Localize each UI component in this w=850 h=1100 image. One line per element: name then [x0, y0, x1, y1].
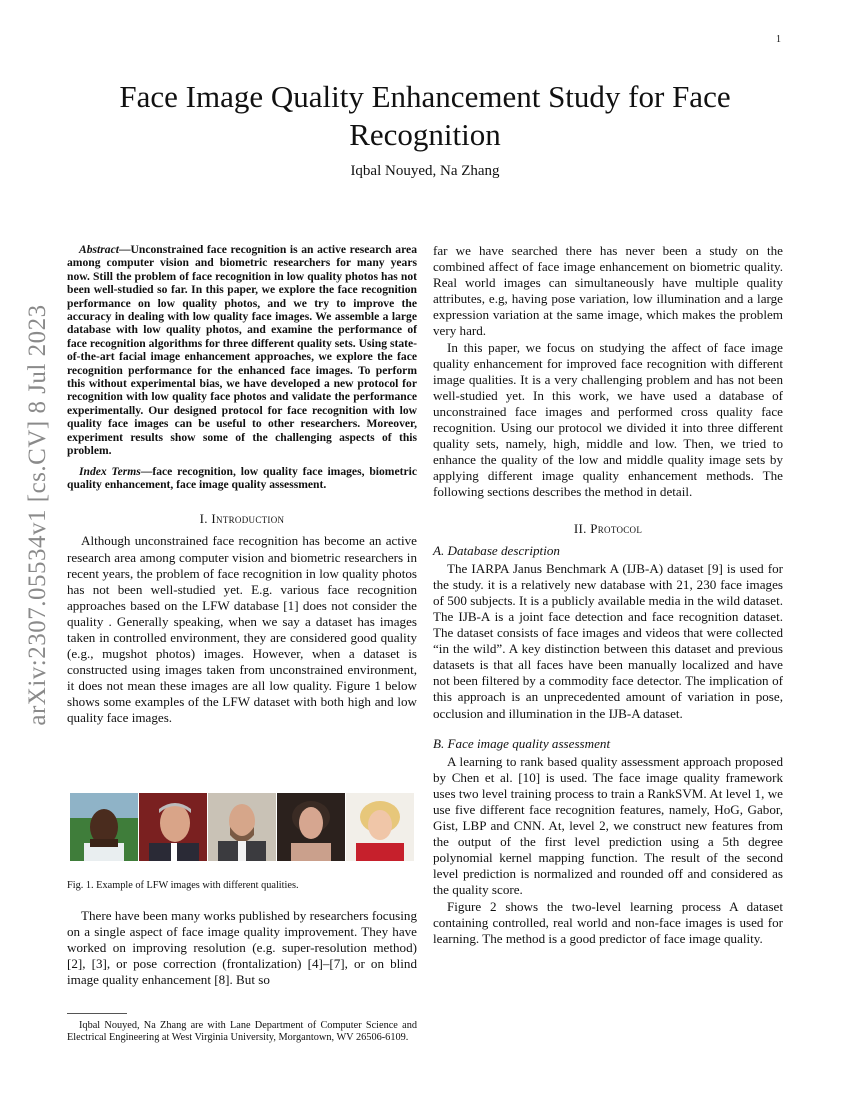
figure-1-caption: Fig. 1. Example of LFW images with different qualities. [67, 880, 299, 891]
intro-paragraph-1: Although unconstrained face recognition has become an active research area among computer vision and biometric researchers in recent years, the problem of face recognition in low quality photos has not been well-studied yet. E.g. various face recognition approaches based on the LFW database [1] does not consider the quality . Generally speaking, when we say a dataset has images taken in controlled environment, they are considered good quality (e.g., mugshot photos) images. However, when a dataset is constructed using images taken from unconstrained environment, it does not mean these images are all low quality. Figure 1 below shows some examples of the LFW dataset with both high and low quality face images. [67, 533, 417, 726]
intro-paragraph-2: There have been many works published by researchers focusing on a single aspect of face image quality improvement. They have worked on improving resolution (e.g. super-resolution method) [2], [3], or pose correction (frontalization) [4]–[7], or on blind image quality enhancement [8]. But so [67, 908, 417, 988]
section-title: Introduction [211, 511, 285, 527]
abstract [67, 243, 417, 458]
arxiv-side-stamp: arXiv:2307.05534v1 [cs.CV] 8 Jul 2023 [24, 304, 51, 726]
section-heading-introduction [67, 511, 417, 527]
subsection-heading-quality: B. Face image quality assessment [433, 735, 611, 751]
quality-paragraph-2: Figure 2 shows the two-level learning process A dataset containing controlled, real world and non-face images is used for learning. The method is a good predictor of face image quality. [433, 898, 783, 946]
section-heading-protocol [433, 521, 783, 537]
abstract-text: —Unconstrained face recognition is an active research area among computer vision and biometric researchers for many years now. Still the problem of face recognition in low quality photos has not been well-studied so far. In this paper, we explore the face recognition performance on low quality photos, and we try to improve the accuracy in dealing with low quality face images. We assemble a large database with low quality photos, and examine the performance of face recognition algorithms for three different quality sets. Using state-of-the-art facial image enhancement approaches, we explore the face recognition performance for the enhanced face images. To perform this without experimental bias, we have developed a new protocol for recognition with low quality face photos and validate the performance experimentally. Our designed protocol for face recognition with low quality face images can be useful to other researchers. Moreover, experiment results show some of the challenging aspects of this problem. [67, 243, 417, 458]
footnote-rule [67, 1013, 127, 1014]
database-paragraph: The IARPA Janus Benchmark A (IJB-A) dataset [9] is used for the study. it is a relatively new database with 21, 230 face images of 500 subjects. It is a publicly available media in the wild dataset. The IJB-A is a joint face detection and face recognition dataset. The dataset consists of face images and videos that were collected “in the wild”. A key distinction between this dataset and previous datasets is that all faces have been manually localized and have not been filtered by a commodity face detector. The implication of this approach is an unprecedented amount of variation in pose, occlusion and illumination in the IJB-A dataset. [433, 560, 783, 721]
section-number: I. [199, 511, 212, 527]
section-number: II. [573, 520, 591, 536]
paper-title: Face Image Quality Enhancement Study for Face Recognition [119, 79, 731, 152]
face-photo-3 [208, 793, 276, 861]
face-photo-5 [346, 793, 414, 861]
index-terms-label: Index Terms [79, 464, 141, 478]
page-number: 1 [776, 34, 781, 45]
left-column [67, 243, 417, 727]
face-photo-2 [139, 793, 207, 861]
figure-1-photo-strip [70, 793, 414, 861]
face-photo-1 [70, 793, 138, 861]
intro-paragraph-3: far we have searched there has never been a study on the combined affect of face image enhancement on biometric quality. Real world images can simultaneously have multiple quality attributes, e.g, having pose variation, low illumination and a large expression variation at the same image, which makes the problem very hard. [433, 243, 783, 339]
right-column [433, 243, 783, 947]
section-title: Protocol [590, 520, 643, 536]
index-terms [67, 465, 417, 492]
face-photo-4 [277, 793, 345, 861]
quality-paragraph-1: A learning to rank based quality assessment approach proposed by Chen et al. [10] is used. The face image quality framework uses two level training process to train a RankSVM. At level 1, we use five different face recognition features, namely, HoG, Gabor, Gist, LBP and CNN. At, level 2, we construct new features from the output of the first level prediction using a 5th degree polynomial kernel mapping function. The result of the second level prediction is normalized and rounded off and considered as the quality score. [433, 753, 783, 898]
left-column-lower [67, 908, 417, 988]
author-footnote: Iqbal Nouyed, Na Zhang are with Lane Department of Computer Science and Electrical Engineering at West Virginia University, Morgantown, WV 26506-6109. [67, 1020, 417, 1044]
subsection-heading-database: A. Database description [433, 542, 560, 558]
intro-paragraph-4: In this paper, we focus on studying the affect of face image quality enhancement for improved face recognition with different image qualities. It is a very challenging problem and has not been well-studied yet. In this work, we have used a database of unconstrained face images and performed cross quality face recognition. Using our protocol we divided it into three different quality sets, namely, high, middle and low. Then, we tried to enhance the quality of the low and middle quality image sets by applying different image quality enhancement methods. The following sections describes the method in detail. [433, 339, 783, 500]
abstract-label: Abstract [79, 243, 119, 256]
author-list: Iqbal Nouyed, Na Zhang [350, 163, 500, 179]
index-terms-text: —face recognition, low quality face images, biometric quality enhancement, face image quality assessment. [67, 464, 417, 491]
